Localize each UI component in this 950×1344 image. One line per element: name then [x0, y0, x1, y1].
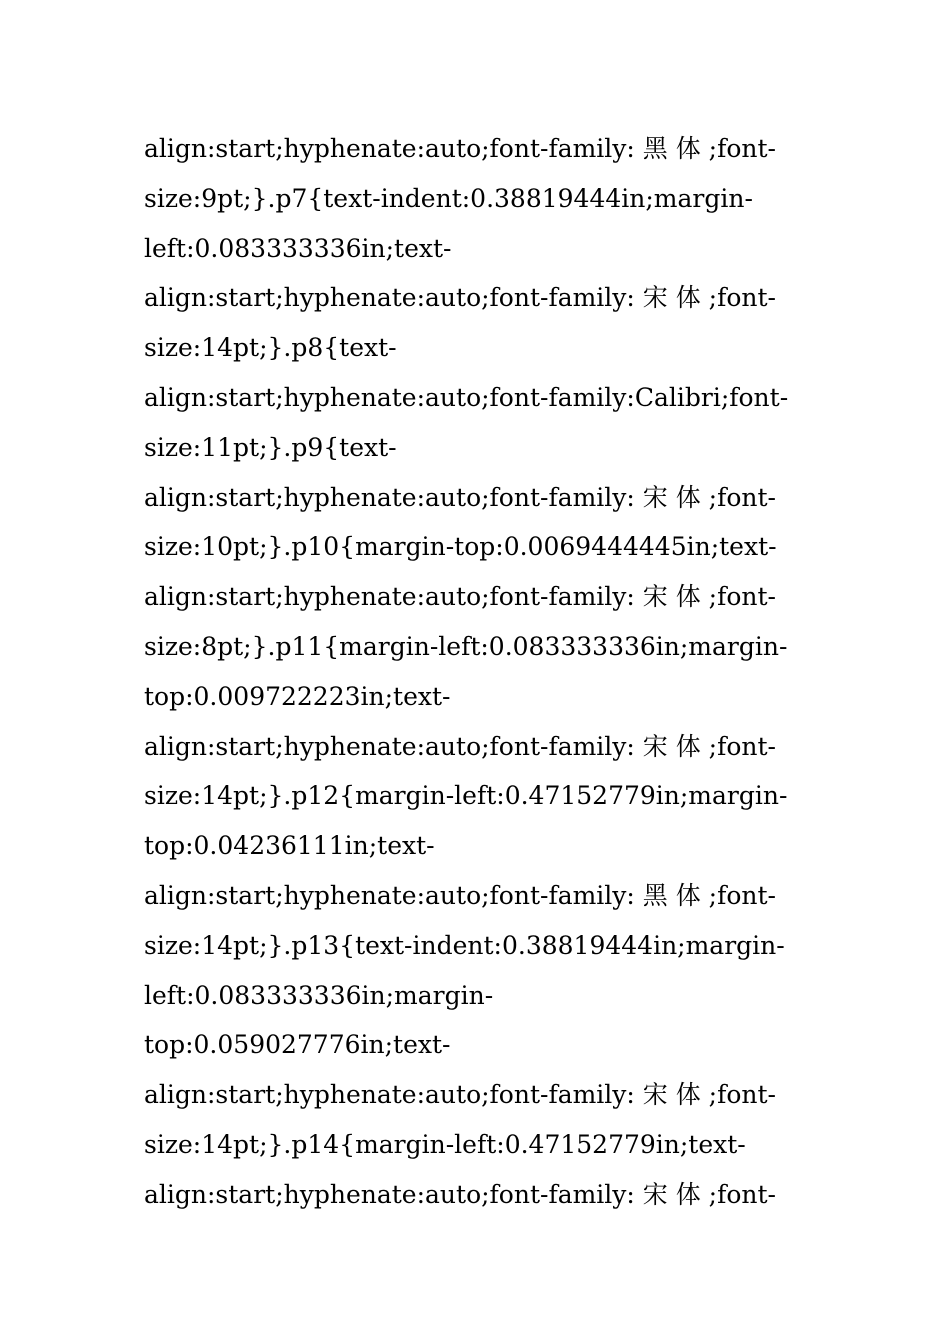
text-line-9: size:10pt;}.p10{margin-top:0.0069444445in;text- — [144, 532, 777, 562]
text-line-8: align:start;hyphenate:auto;font-family: 宋 体 ;font- — [144, 482, 777, 512]
text-line-5: size:14pt;}.p8{text- — [144, 333, 397, 363]
text-line-1: align:start;hyphenate:auto;font-family: 黑 体 ;font- — [144, 134, 777, 163]
text-line-19: top:0.059027776in;text- — [144, 1030, 451, 1060]
document-body — [144, 124, 824, 1220]
text-line-7: size:11pt;}.p9{text- — [144, 432, 397, 462]
text-line-10: align:start;hyphenate:auto;font-family: 宋 体 ;font- — [144, 582, 777, 612]
text-line-22: align:start;hyphenate:auto;font-family: 宋 体 ;font- — [144, 1179, 777, 1209]
text-line-21: size:14pt;}.p14{margin-left:0.47152779in;text- — [144, 1129, 746, 1159]
text-line-17: size:14pt;}.p13{text-indent:0.38819444in;margin- — [144, 930, 785, 960]
text-line-11: size:8pt;}.p11{margin-left:0.083333336in;margin- — [144, 631, 788, 661]
text-line-4: align:start;hyphenate:auto;font-family: 宋 体 ;font- — [144, 283, 777, 313]
text-line-15: top:0.04236111in;text- — [144, 831, 435, 861]
text-line-16: align:start;hyphenate:auto;font-family: 黑 体 ;font- — [144, 880, 777, 910]
text-line-3: left:0.083333336in;text- — [144, 233, 452, 263]
text-line-18: left:0.083333336in;margin- — [144, 980, 494, 1010]
text-line-2: size:9pt;}.p7{text-indent:0.38819444in;margin- — [144, 183, 753, 213]
text-line-14: size:14pt;}.p12{margin-left:0.47152779in;margin- — [144, 781, 788, 811]
text-line-20: align:start;hyphenate:auto;font-family: 宋 体 ;font- — [144, 1080, 777, 1110]
text-line-13: align:start;hyphenate:auto;font-family: 宋 体 ;font- — [144, 731, 777, 761]
text-line-6: align:start;hyphenate:auto;font-family:Calibri;font- — [144, 382, 789, 412]
text-line-12: top:0.009722223in;text- — [144, 681, 451, 711]
